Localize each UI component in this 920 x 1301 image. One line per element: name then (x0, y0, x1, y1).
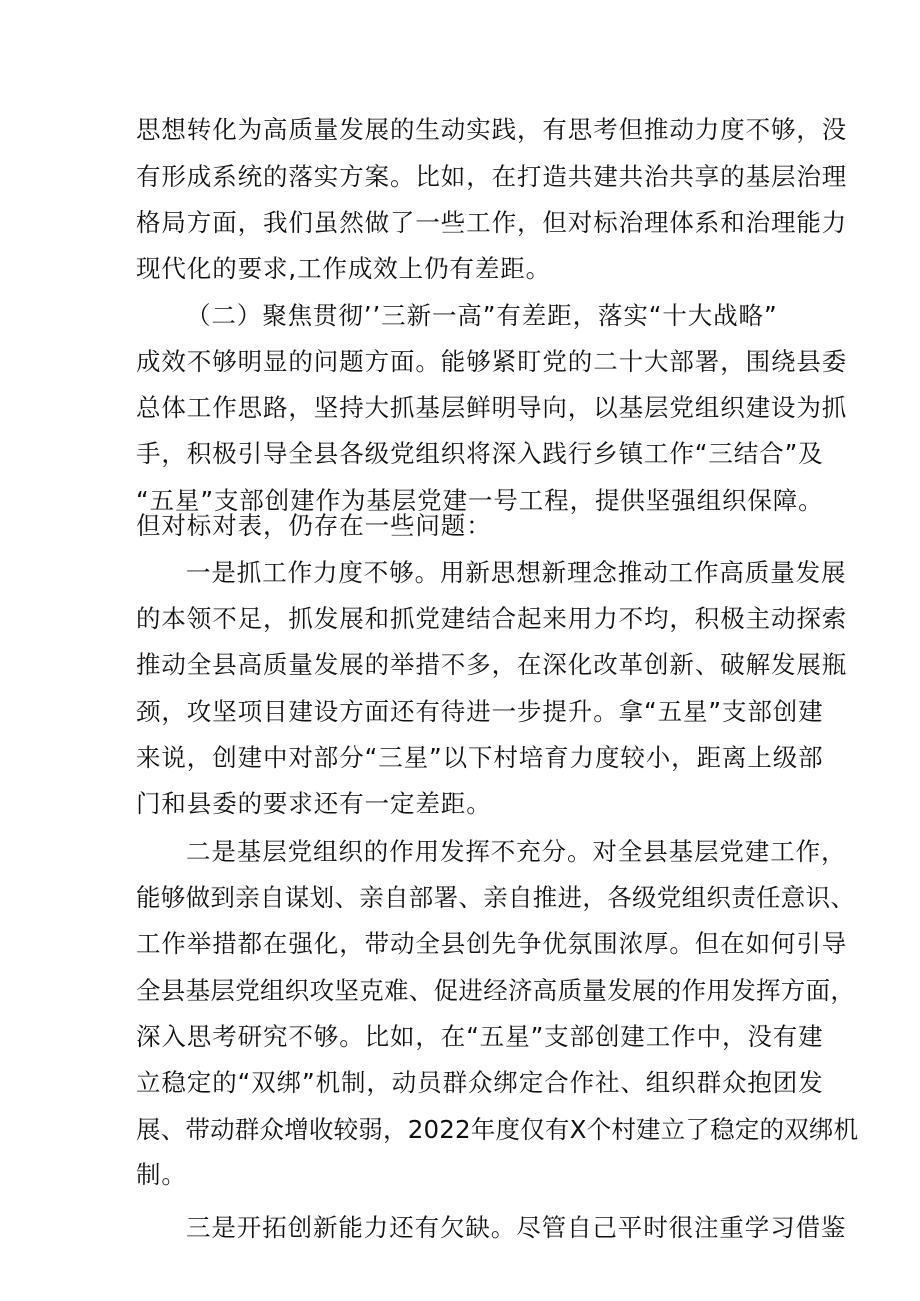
text-line: “五星”支部创建作为基层党建一号工程，提供坚强组织保障。 (136, 486, 824, 515)
text-line: 格局方面，我们虽然做了一些工作，但对标治理体系和治理能力 (136, 208, 848, 237)
text-line: 有形成系统的落实方案。比如，在打造共建共治共享的基层治理 (136, 162, 848, 191)
text-line: 推动全县高质量发展的举措不多，在深化改革创新、破解发展瓶 (136, 650, 848, 679)
text-line: 现代化的要求,工作成效上仍有差距。 (136, 254, 552, 283)
paragraph-start-line: 一是抓工作力度不够。用新思想新理念推动工作高质量发展 (186, 558, 847, 587)
text-line: 能够做到亲自谋划、亲自部署、亲自推进，各级党组织责任意识、 (136, 883, 856, 912)
text-line: 总体工作思路，坚持大抓基层鲜明导向，以基层党组织建设为抓 (136, 393, 848, 422)
text-line: 立稳定的“双绑”机制，动员群众绑定合作社、组织群众抱团发 (136, 1068, 824, 1097)
paragraph-start-line: 二是基层党组织的作用发挥不充分。对全县基层党建工作， (186, 837, 847, 866)
text-line: 手，积极引导全县各级党组织将深入践行乡镇工作“三结合”及 (136, 439, 824, 468)
text-line: 门和县委的要求还有一定差距。 (136, 789, 492, 818)
text-line: 工作举措都在强化，带动全县创先争优氛围浓厚。但在如何引导 (136, 929, 848, 958)
text-line: 思想转化为高质量发展的生动实践，有思考但推动力度不够，没 (136, 115, 848, 144)
text-line: 但对标对表，仍存在一些问题： (136, 511, 492, 540)
text-line: 的本领不足，抓发展和抓党建结合起来用力不均，积极主动探索 (136, 604, 848, 633)
text-line: 全县基层党组织攻坚克难、促进经济高质量发展的作用发挥方面， (136, 976, 856, 1005)
text-line: 深入思考研究不够。比如，在“五星”支部创建工作中，没有建 (136, 1022, 824, 1051)
text-line: 展、带动群众增收较弱，2022年度仅有X个村建立了稳定的双绑机 (136, 1115, 859, 1144)
text-line: 来说，创建中对部分“三星”以下村培育力度较小，距离上级部 (136, 743, 824, 772)
section-heading-line: （二）聚焦贯彻’’三新一高”有差距，落实“十大战略” (186, 301, 778, 330)
paragraph-start-line: 三是开拓创新能力还有欠缺。尽管自己平时很注重学习借鉴 (186, 1213, 847, 1242)
text-line: 颈，攻坚项目建设方面还有待进一步提升。拿“五星”支部创建 (136, 697, 824, 726)
text-line: 成效不够明显的问题方面。能够紧盯党的二十大部署，围绕县委 (136, 347, 848, 376)
text-line: 制。 (136, 1160, 187, 1189)
